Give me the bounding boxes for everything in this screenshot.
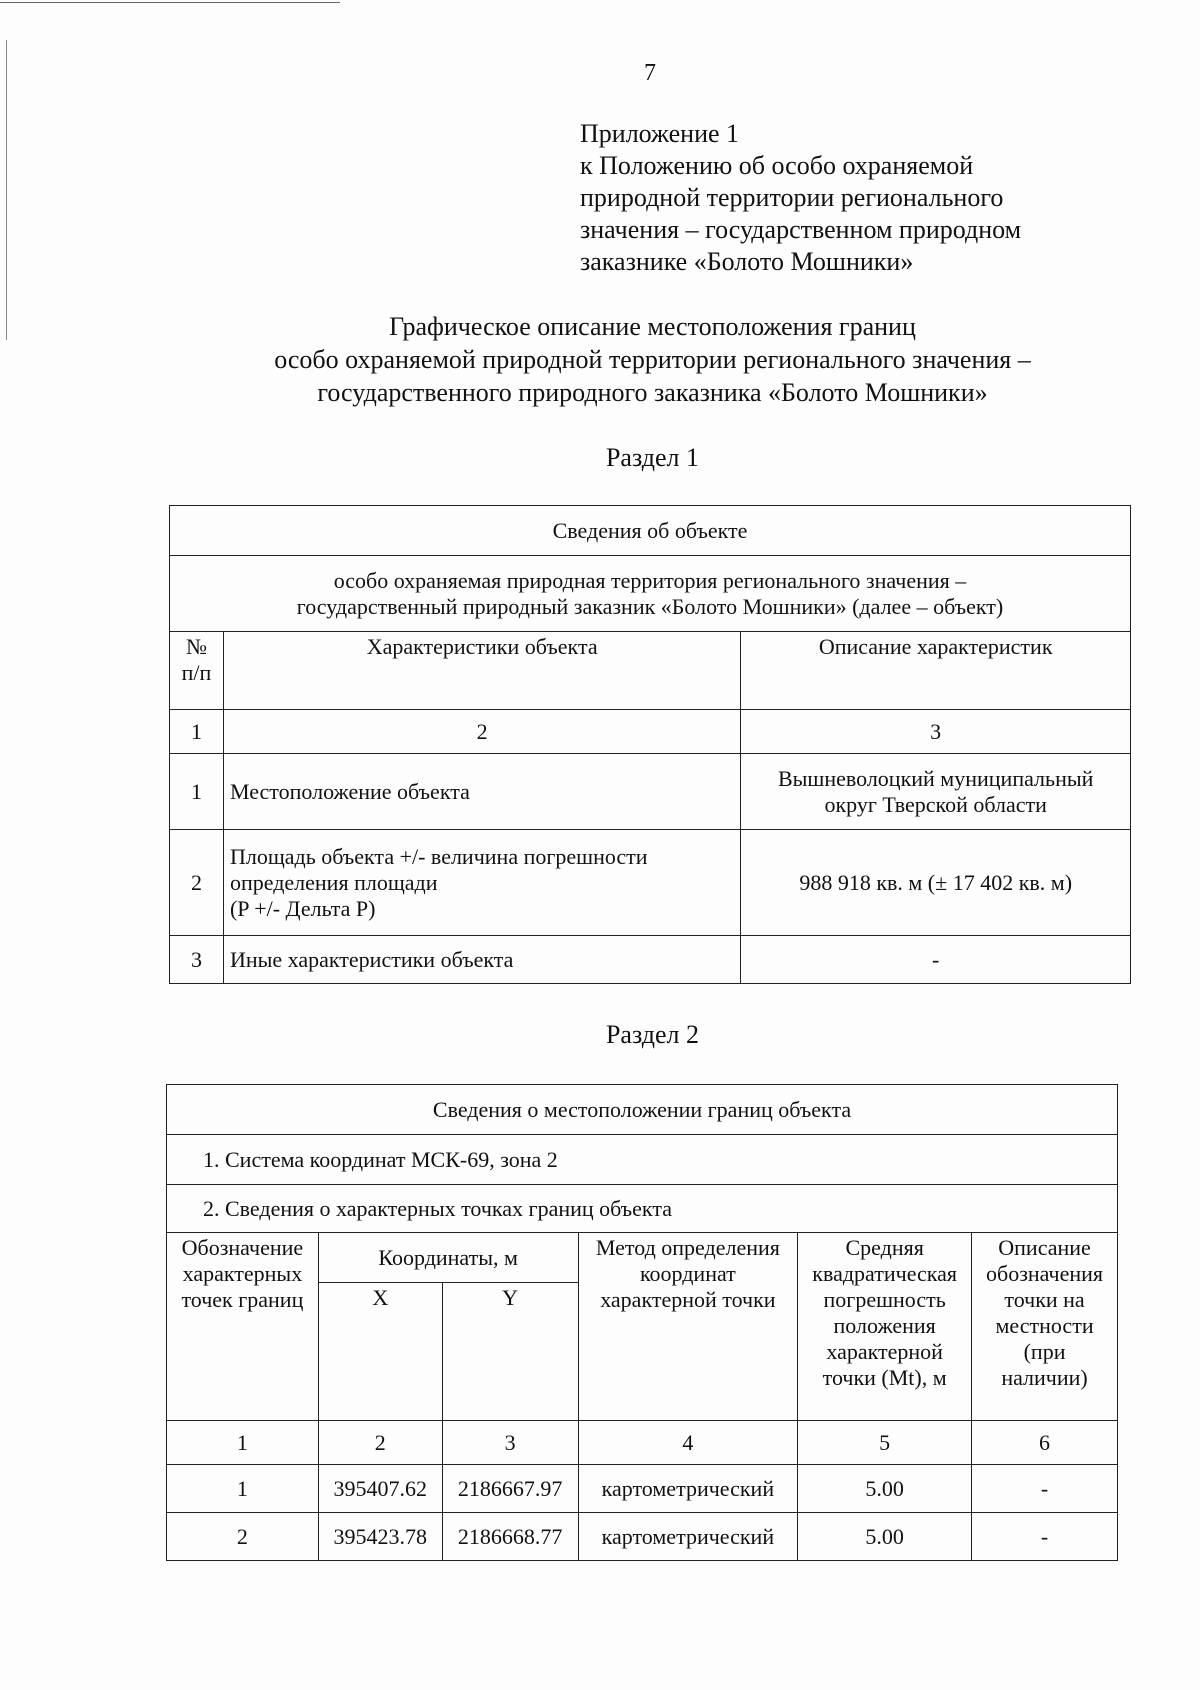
point-location: - xyxy=(972,1513,1118,1561)
object-info-table xyxy=(169,505,1131,984)
header-line: Средняя xyxy=(845,1235,924,1260)
column-number: 3 xyxy=(741,710,1131,754)
header-line: точки на xyxy=(1004,1287,1085,1312)
table-row xyxy=(170,936,1131,984)
scan-edge xyxy=(0,2,340,3)
title-line: особо охраняемой природной территории регионального значения – xyxy=(274,345,1031,374)
header-y: Y xyxy=(442,1283,578,1421)
header-line: погрешность xyxy=(823,1287,946,1312)
characteristic-cell xyxy=(223,754,740,830)
header-line: точек границ xyxy=(181,1287,304,1312)
column-number: 3 xyxy=(442,1421,578,1465)
description-cell xyxy=(741,754,1131,830)
appendix-note xyxy=(580,118,1021,278)
object-name-cell xyxy=(170,556,1131,632)
column-number: 4 xyxy=(578,1421,798,1465)
document-title xyxy=(160,310,1145,409)
point-id: 2 xyxy=(167,1513,319,1561)
header-line: обозначения xyxy=(986,1261,1104,1286)
description-line: Вышневолоцкий муниципальный xyxy=(777,765,1094,791)
point-id: 1 xyxy=(167,1465,319,1513)
header-line: местности xyxy=(995,1313,1094,1338)
point-x: 395407.62 xyxy=(318,1465,442,1513)
description-cell xyxy=(741,830,1131,936)
header-line: координат xyxy=(639,1261,736,1286)
header-line: квадратическая xyxy=(812,1261,958,1286)
title-line: Графическое описание местоположения границ xyxy=(389,312,916,341)
column-number: 5 xyxy=(798,1421,972,1465)
section2-heading: Раздел 2 xyxy=(605,1020,700,1049)
row-number: 1 xyxy=(170,754,224,830)
appendix-line: Приложение 1 xyxy=(580,119,740,148)
column-number: 1 xyxy=(170,710,224,754)
point-error: 5.00 xyxy=(798,1513,972,1561)
point-method: картометрический xyxy=(578,1465,798,1513)
description-cell xyxy=(741,936,1131,984)
column-number: 2 xyxy=(223,710,740,754)
characteristic-cell xyxy=(223,936,740,984)
characteristic-line: Площадь объекта +/- величина погрешности xyxy=(229,843,648,869)
appendix-line: к Положению об особо охраняемой xyxy=(580,151,974,180)
header-method xyxy=(578,1233,798,1421)
title-line: государственного природного заказника «Болото Мошники» xyxy=(317,378,988,407)
point-location: - xyxy=(972,1465,1118,1513)
table-row xyxy=(170,754,1131,830)
characteristic-line: Местоположение объекта xyxy=(229,778,470,804)
point-y: 2186667.97 xyxy=(442,1465,578,1513)
point-y: 2186668.77 xyxy=(442,1513,578,1561)
object-line: особо охраняемая природная территория регионального значения – xyxy=(333,567,967,593)
appendix-line: заказнике «Болото Мошники» xyxy=(580,247,914,276)
characteristic-line: определения площади xyxy=(229,869,438,895)
table-row xyxy=(170,830,1131,936)
point-method: картометрический xyxy=(578,1513,798,1561)
table-title: Сведения об объекте xyxy=(170,506,1131,556)
object-line: государственный природный заказник «Болото Мошники» (далее – объект) xyxy=(296,593,1004,619)
header-line: характерной xyxy=(826,1339,943,1364)
table-title: Сведения о местоположении границ объекта xyxy=(167,1085,1118,1135)
header-line: Метод определения xyxy=(595,1235,780,1260)
header-line: (при xyxy=(1023,1339,1066,1364)
column-number: 2 xyxy=(318,1421,442,1465)
header-line: характерных xyxy=(182,1261,303,1286)
point-x: 395423.78 xyxy=(318,1513,442,1561)
appendix-line: природной территории регионального xyxy=(580,183,1004,212)
header-designation xyxy=(167,1233,319,1421)
header-description: Описание характеристик xyxy=(741,632,1131,710)
header-line: Обозначение xyxy=(181,1235,304,1260)
page-number: 7 xyxy=(644,60,656,86)
header-num xyxy=(170,632,224,710)
coordinate-system: 1. Система координат МСК-69, зона 2 xyxy=(167,1135,1118,1185)
characteristic-line: Иные характеристики объекта xyxy=(229,946,514,972)
header-x: X xyxy=(318,1283,442,1421)
description-line: 988 918 кв. м (± 17 402 кв. м) xyxy=(799,869,1073,895)
column-number: 6 xyxy=(972,1421,1118,1465)
header-line: точки (Mt), м xyxy=(822,1365,947,1390)
point-error: 5.00 xyxy=(798,1465,972,1513)
header-characteristics: Характеристики объекта xyxy=(223,632,740,710)
description-line: - xyxy=(932,946,940,972)
table-row xyxy=(167,1513,1118,1561)
table-row xyxy=(167,1465,1118,1513)
header-coordinates: Координаты, м xyxy=(318,1233,578,1283)
column-number: 1 xyxy=(167,1421,319,1465)
row-number: 2 xyxy=(170,830,224,936)
boundary-points-table xyxy=(166,1084,1118,1561)
header-line: положения xyxy=(833,1313,936,1338)
row-number: 3 xyxy=(170,936,224,984)
section1-heading: Раздел 1 xyxy=(605,443,700,472)
header-location xyxy=(972,1233,1118,1421)
header-line: характерной точки xyxy=(600,1287,776,1312)
appendix-line: значения – государственном природном xyxy=(580,215,1022,244)
header-num-line: № xyxy=(185,634,207,659)
header-line: наличии) xyxy=(1001,1365,1088,1390)
characteristic-cell xyxy=(223,830,740,936)
description-line: округ Тверской области xyxy=(824,791,1047,817)
header-line: Описание xyxy=(998,1235,1091,1260)
characteristic-line: (P +/- Дельта P) xyxy=(229,895,376,921)
header-error xyxy=(798,1233,972,1421)
header-num-line: п/п xyxy=(181,660,212,685)
points-title: 2. Сведения о характерных точках границ объекта xyxy=(167,1185,1118,1233)
